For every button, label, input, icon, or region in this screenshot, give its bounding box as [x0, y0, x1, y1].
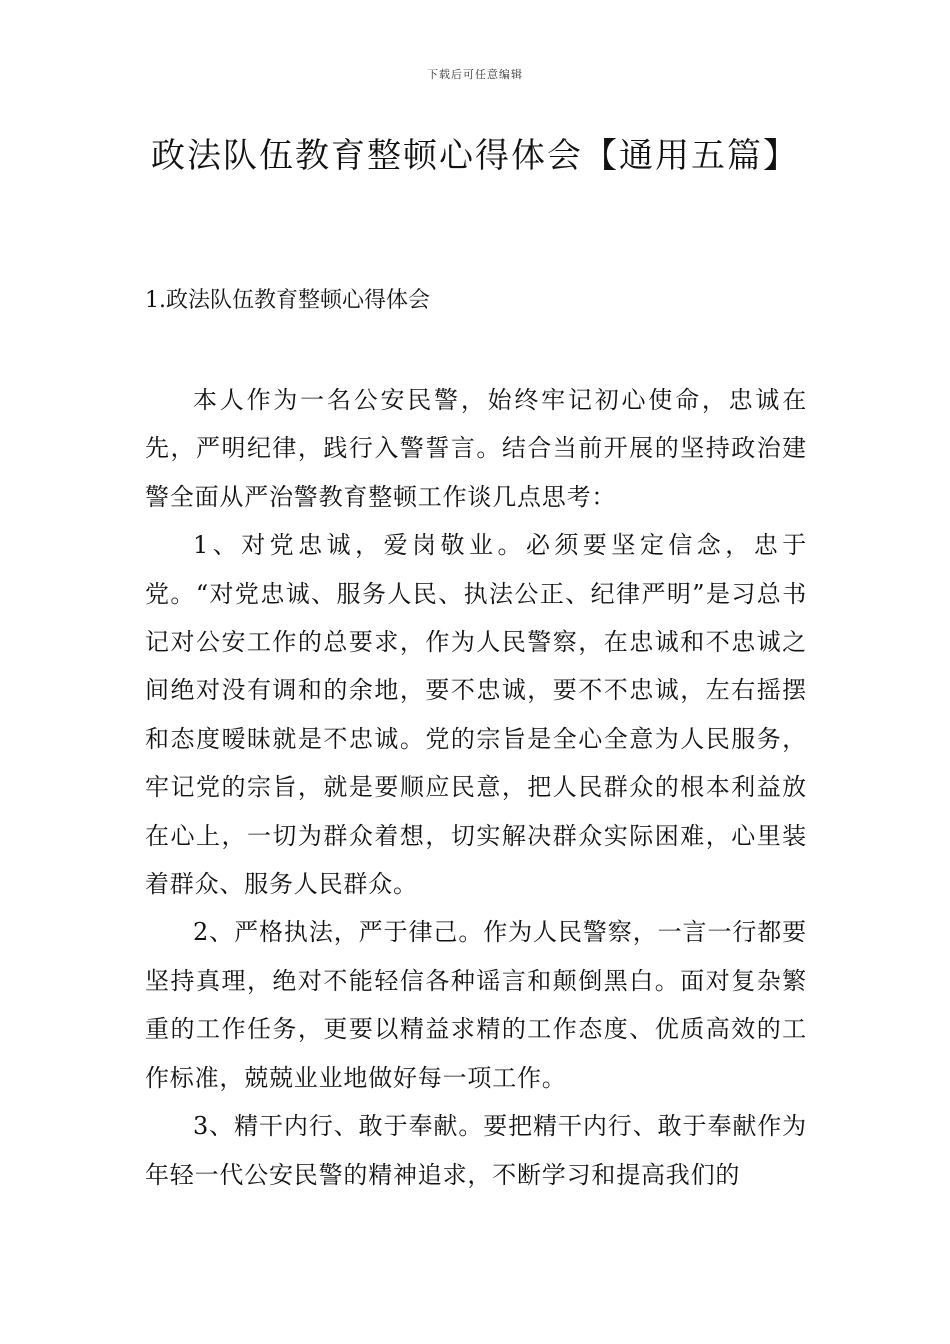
- document-body: [145, 376, 807, 1199]
- section-heading: 1.政法队伍教育整顿心得体会: [145, 288, 430, 313]
- paragraph-point-2: 2、严格执法，严于律己。作为人民警察，一言一行都要坚持真理，绝对不能轻信各种谣言和颠倒黑白。面对复杂繁重的工作任务，更要以精益求精的工作态度、优质高效的工作标准，兢兢业业地做好每一项工作。: [145, 918, 807, 1092]
- header-note: 下载后可任意编辑: [427, 68, 523, 81]
- paragraph-intro: 本人作为一名公安民警，始终牢记初心使命，忠诚在先，严明纪律，践行入警誓言。结合当前开展的坚持政治建警全面从严治警教育整顿工作谈几点思考：: [145, 386, 807, 511]
- document-title: 政法队伍教育整顿心得体会【通用五篇】: [151, 136, 799, 176]
- paragraph-point-3: 3、精干内行、敢于奉献。要把精干内行、敢于奉献作为年轻一代公安民警的精神追求，不断学习和提高我们的: [145, 1112, 807, 1189]
- paragraph-point-1: 1、对党忠诚，爱岗敬业。必须要坚定信念，忠于党。“对党忠诚、服务人民、执法公正、纪律严明”是习总书记对公安工作的总要求，作为人民警察，在忠诚和不忠诚之间绝对没有调和的余地，要不忠诚，要不不忠诚，左右摇摆和态度暧昧就是不忠诚。党的宗旨是全心全意为人民服务，牢记党的宗旨，就是要顺应民意，把人民群众的根本利益放在心上，一切为群众着想，切实解决群众实际困难，心里装着群众、服务人民群众。: [145, 531, 807, 899]
